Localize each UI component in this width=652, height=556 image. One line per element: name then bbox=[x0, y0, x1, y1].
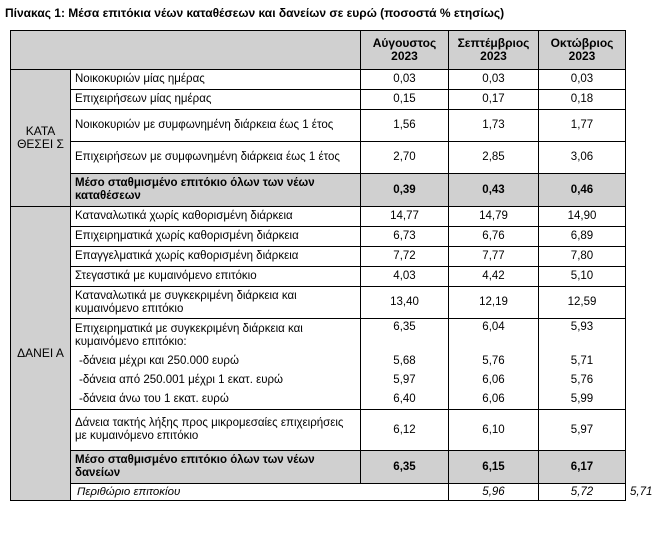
value-cell: 5,68 bbox=[361, 352, 449, 371]
row-label: Επιχειρήσεων μίας ημέρας bbox=[71, 90, 361, 110]
value-cell: 7,80 bbox=[539, 247, 626, 267]
table-row bbox=[11, 352, 626, 371]
value-cell: 5,76 bbox=[449, 352, 539, 371]
column-header-october bbox=[539, 31, 626, 70]
value-cell: 6,04 bbox=[449, 319, 539, 353]
column-year: 2023 bbox=[480, 49, 507, 63]
value-cell: 12,19 bbox=[449, 287, 539, 319]
table-row bbox=[11, 207, 626, 227]
table-title: Πίνακας 1: Μέσα επιτόκια νέων καταθέσεων και δανείων σε ευρώ (ποσοστά % ετησίως) bbox=[5, 6, 505, 20]
value-cell: 14,79 bbox=[449, 207, 539, 227]
table-row bbox=[11, 287, 626, 319]
value-cell: 1,73 bbox=[449, 110, 539, 142]
row-label: Επιχειρήσεων με συμφωνημένη διάρκεια έως 1 έτος bbox=[71, 142, 361, 174]
header-row bbox=[11, 31, 626, 70]
row-label: Μέσο σταθμισμένο επιτόκιο όλων των νέων δανείων bbox=[71, 451, 361, 484]
deposits-average-row bbox=[11, 174, 626, 207]
value-cell: 6,76 bbox=[449, 227, 539, 247]
value-cell: 7,77 bbox=[449, 247, 539, 267]
value-cell: 0,46 bbox=[539, 174, 626, 207]
value-cell: 7,72 bbox=[361, 247, 449, 267]
value-cell: 6,06 bbox=[449, 390, 539, 410]
deposits-group-label: ΚΑΤΑ ΘΕΣΕΙ Σ bbox=[11, 70, 71, 207]
loans-average-row bbox=[11, 451, 626, 484]
value-cell: 6,35 bbox=[361, 319, 449, 353]
interest-margin-row: Περιθώριο επιτοκίου 5,96 5,72 5,71 bbox=[11, 484, 626, 501]
value-cell: 0,03 bbox=[449, 70, 539, 90]
value-cell: 0,03 bbox=[539, 70, 626, 90]
value-cell: 3,06 bbox=[539, 142, 626, 174]
column-month: Αύγουστος bbox=[372, 36, 437, 50]
value-cell: 6,73 bbox=[361, 227, 449, 247]
row-label: Νοικοκυριών μίας ημέρας bbox=[71, 70, 361, 90]
value-cell: 6,10 bbox=[449, 410, 539, 451]
value-cell: 6,06 bbox=[449, 371, 539, 390]
value-cell: 5,97 bbox=[361, 371, 449, 390]
row-label: Επαγγελματικά χωρίς καθορισμένη διάρκεια bbox=[71, 247, 361, 267]
interest-rates-table bbox=[10, 30, 652, 501]
table-row bbox=[11, 110, 626, 142]
table-row bbox=[11, 142, 626, 174]
value-cell: 5,96 bbox=[449, 484, 539, 501]
loans-group-label: ΔΑΝΕΙ Α bbox=[11, 207, 71, 501]
column-month: Οκτώβριος bbox=[550, 36, 614, 50]
value-cell: 6,40 bbox=[361, 390, 449, 410]
value-cell: 1,77 bbox=[539, 110, 626, 142]
value-cell: 4,03 bbox=[361, 267, 449, 287]
row-label: Επιχειρηματικά με συγκεκριμένη διάρκεια και κυμαινόμενο επιτόκιο: bbox=[71, 319, 361, 353]
column-month: Σεπτέμβριος bbox=[457, 36, 530, 50]
value-cell: 2,85 bbox=[449, 142, 539, 174]
table-row bbox=[11, 247, 626, 267]
row-label: Στεγαστικά με κυμαινόμενο επιτόκιο bbox=[71, 267, 361, 287]
value-cell: 5,10 bbox=[539, 267, 626, 287]
table-row bbox=[11, 70, 626, 90]
value-cell: 12,59 bbox=[539, 287, 626, 319]
row-label: Επιχειρηματικά χωρίς καθορισμένη διάρκεια bbox=[71, 227, 361, 247]
column-header-august bbox=[361, 31, 449, 70]
table-row bbox=[11, 267, 626, 287]
table-row bbox=[11, 390, 626, 410]
column-year: 2023 bbox=[391, 49, 418, 63]
value-cell: 0,39 bbox=[361, 174, 449, 207]
table-row bbox=[11, 90, 626, 110]
header-blank-cell bbox=[11, 31, 361, 70]
value-cell: 6,12 bbox=[361, 410, 449, 451]
row-label: Καταναλωτικά με συγκεκριμένη διάρκεια και κυμαινόμενο επιτόκιο bbox=[71, 287, 361, 319]
column-header-september bbox=[449, 31, 539, 70]
value-cell: 0,15 bbox=[361, 90, 449, 110]
value-cell: 6,89 bbox=[539, 227, 626, 247]
value-cell: 6,35 bbox=[361, 451, 449, 484]
column-year: 2023 bbox=[568, 49, 596, 63]
value-cell: 5,72 bbox=[539, 484, 626, 501]
row-label: Δάνεια τακτής λήξης προς μικρομεσαίες επιχειρήσεις με κυμαινόμενο επιτόκιο bbox=[71, 410, 361, 451]
value-cell: 0,18 bbox=[539, 90, 626, 110]
value-cell: 5,71 bbox=[539, 352, 626, 371]
value-cell: 0,03 bbox=[361, 70, 449, 90]
row-label: Καταναλωτικά χωρίς καθορισμένη διάρκεια bbox=[71, 207, 361, 227]
row-label: -δάνεια από 250.001 μέχρι 1 εκατ. ευρώ bbox=[71, 371, 361, 390]
row-label: -δάνεια μέχρι και 250.000 ευρώ bbox=[71, 352, 361, 371]
value-cell: 5,93 bbox=[539, 319, 626, 353]
value-cell: 4,42 bbox=[449, 267, 539, 287]
value-cell: 14,90 bbox=[539, 207, 626, 227]
row-label: Νοικοκυριών με συμφωνημένη διάρκεια έως 1 έτος bbox=[71, 110, 361, 142]
value-cell: 2,70 bbox=[361, 142, 449, 174]
value-cell: 1,56 bbox=[361, 110, 449, 142]
table-row bbox=[11, 319, 626, 353]
row-label: Περιθώριο επιτοκίου bbox=[71, 484, 449, 501]
value-cell: 0,43 bbox=[449, 174, 539, 207]
row-label: -δάνεια άνω του 1 εκατ. ευρώ bbox=[71, 390, 361, 410]
value-cell: 14,77 bbox=[361, 207, 449, 227]
table-row bbox=[11, 227, 626, 247]
row-label: Μέσο σταθμισμένο επιτόκιο όλων των νέων καταθέσεων bbox=[71, 174, 361, 207]
table-row bbox=[11, 371, 626, 390]
value-cell: 0,17 bbox=[449, 90, 539, 110]
value-cell: 5,76 bbox=[539, 371, 626, 390]
value-cell: 6,17 bbox=[539, 451, 626, 484]
value-cell: 13,40 bbox=[361, 287, 449, 319]
table-row bbox=[11, 410, 626, 451]
value-cell: 5,99 bbox=[539, 390, 626, 410]
value-cell: 6,15 bbox=[449, 451, 539, 484]
value-cell: 5,97 bbox=[539, 410, 626, 451]
